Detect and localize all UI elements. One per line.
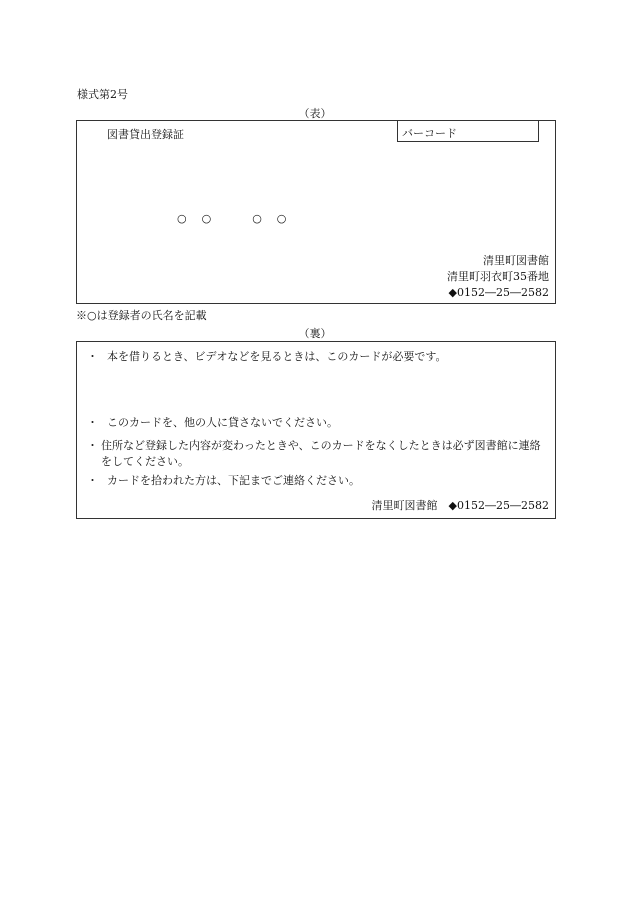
bullet-icon: ・ <box>87 474 98 487</box>
library-contact: 清里町図書館 ◆0152―25―2582 <box>371 499 549 512</box>
library-phone: ◆0152―25―2582 <box>448 286 549 299</box>
list-item <box>87 415 549 431</box>
back-side-label: （裏） <box>298 327 332 340</box>
list-item-text: 住所など登録した内容が変わったときや、このカードをなくしたときは必ず図書館に連絡をしてください。 <box>101 439 541 468</box>
list-item <box>87 349 549 365</box>
list-item-text: カードを拾われた方は、下記までご連絡ください。 <box>107 474 360 487</box>
library-name: 清里町図書館 <box>483 254 549 267</box>
card-back <box>76 341 556 519</box>
list-item-text: このカードを、他の人に貸さないでください。 <box>107 416 338 429</box>
bullet-icon: ・ <box>87 439 98 452</box>
name-note: ※○は登録者の氏名を記載 <box>76 309 207 322</box>
form-number: 様式第2号 <box>77 88 128 101</box>
library-address: 清里町羽衣町35番地 <box>447 270 549 283</box>
list-item <box>87 473 549 489</box>
library-info <box>447 253 549 301</box>
front-side-label: （表） <box>298 107 332 120</box>
card-front <box>76 120 556 304</box>
list-item-text: 本を借りるとき、ビデオなどを見るときは、このカードが必要です。 <box>107 350 447 363</box>
list-item <box>87 438 549 470</box>
name-placeholder: ○ ○ ○ ○ <box>177 212 289 225</box>
barcode-label: バーコード <box>402 127 457 140</box>
card-title: 図書貸出登録証 <box>107 128 184 141</box>
barcode-box <box>397 120 539 142</box>
bullet-icon: ・ <box>87 416 98 429</box>
bullet-icon: ・ <box>87 350 98 363</box>
